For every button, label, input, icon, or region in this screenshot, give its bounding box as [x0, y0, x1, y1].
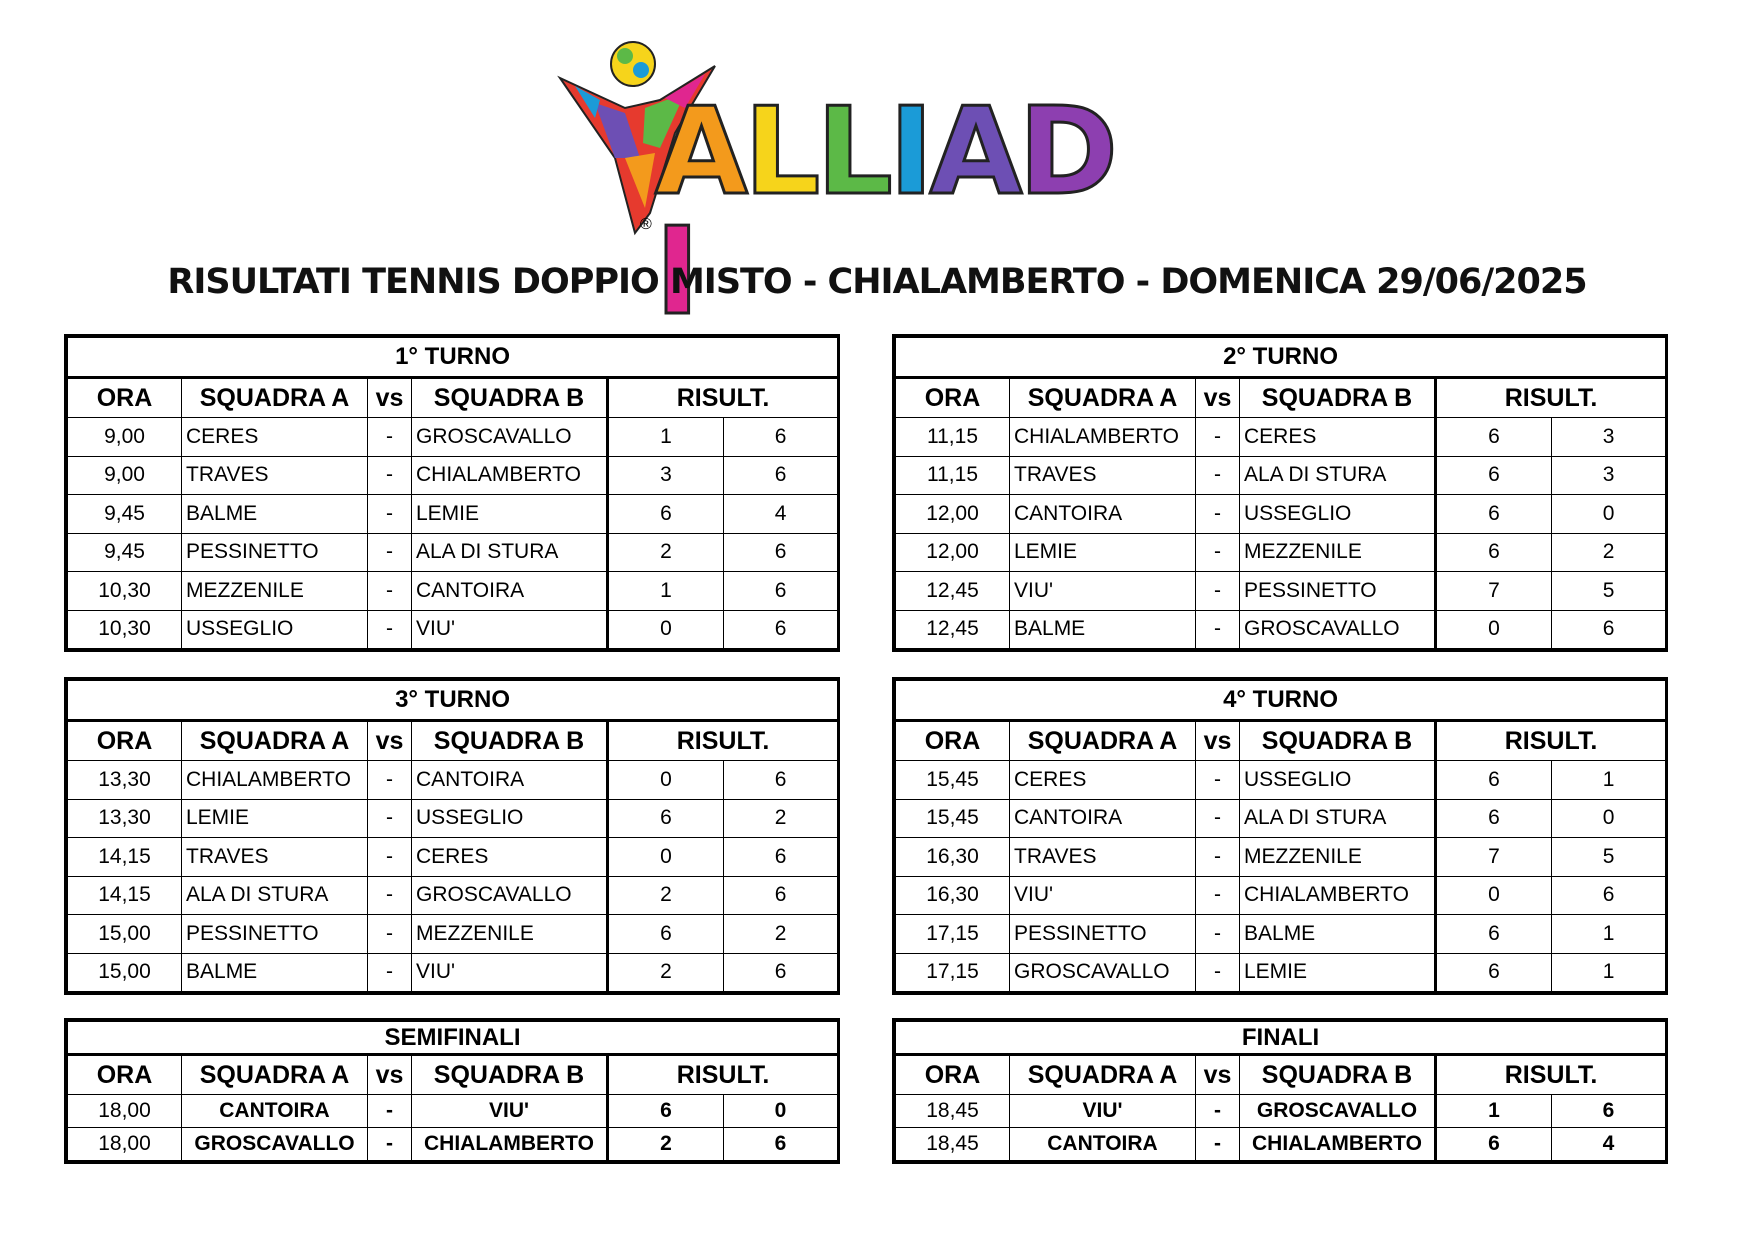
score-b: 4 — [1552, 1128, 1666, 1161]
vs-separator: - — [1196, 953, 1240, 992]
header-vs: vs — [368, 1055, 412, 1095]
vs-separator: - — [368, 1095, 412, 1128]
score-a: 3 — [608, 456, 724, 495]
round-title: 1° TURNO — [68, 338, 838, 378]
round-table-3 — [64, 677, 840, 995]
vs-separator: - — [1196, 799, 1240, 838]
match-time: 14,15 — [68, 838, 182, 877]
score-b: 6 — [724, 953, 838, 992]
match-time: 11,15 — [896, 418, 1010, 457]
team-b: CHIALAMBERTO — [412, 456, 608, 495]
team-a: TRAVES — [1010, 456, 1196, 495]
header-risult: RISULT. — [1436, 721, 1666, 761]
score-b: 3 — [1552, 456, 1666, 495]
match-time: 9,00 — [68, 418, 182, 457]
match-time: 18,00 — [68, 1128, 182, 1161]
header-ora: ORA — [896, 1055, 1010, 1095]
header-risult: RISULT. — [1436, 1055, 1666, 1095]
vs-separator: - — [368, 533, 412, 572]
score-b: 0 — [1552, 495, 1666, 534]
team-b: GROSCAVALLO — [1240, 1095, 1436, 1128]
score-b: 1 — [1552, 915, 1666, 954]
match-row — [68, 495, 838, 534]
header-ora: ORA — [68, 378, 182, 418]
match-time: 15,45 — [896, 799, 1010, 838]
score-b: 1 — [1552, 953, 1666, 992]
header-vs: vs — [1196, 378, 1240, 418]
match-row — [896, 533, 1666, 572]
header-risult: RISULT. — [1436, 378, 1666, 418]
score-b: 1 — [1552, 761, 1666, 800]
score-b: 5 — [1552, 838, 1666, 877]
team-b: CANTOIRA — [412, 572, 608, 611]
match-row — [896, 1128, 1666, 1161]
score-a: 2 — [608, 533, 724, 572]
match-row — [896, 838, 1666, 877]
team-b: ALA DI STURA — [1240, 456, 1436, 495]
team-a: VIU' — [1010, 572, 1196, 611]
vs-separator: - — [368, 953, 412, 992]
score-b: 6 — [724, 533, 838, 572]
header-risult: RISULT. — [608, 721, 838, 761]
header-vs: vs — [1196, 1055, 1240, 1095]
header-risult: RISULT. — [608, 378, 838, 418]
match-time: 17,15 — [896, 915, 1010, 954]
round-table-2 — [892, 334, 1668, 652]
team-b: PESSINETTO — [1240, 572, 1436, 611]
score-b: 2 — [724, 799, 838, 838]
match-time: 10,30 — [68, 610, 182, 649]
score-a: 6 — [1436, 1128, 1552, 1161]
match-time: 15,45 — [896, 761, 1010, 800]
round-title: 4° TURNO — [896, 681, 1666, 721]
team-b: BALME — [1240, 915, 1436, 954]
score-b: 5 — [1552, 572, 1666, 611]
match-row — [68, 838, 838, 877]
vs-separator: - — [1196, 761, 1240, 800]
team-a: LEMIE — [1010, 533, 1196, 572]
team-a: VIU' — [1010, 1095, 1196, 1128]
match-row — [68, 533, 838, 572]
match-row — [68, 610, 838, 649]
team-b: MEZZENILE — [412, 915, 608, 954]
score-a: 7 — [1436, 572, 1552, 611]
page-title: RISULTATI TENNIS DOPPIO MISTO - CHIALAMBERTO - DOMENICA 29/06/2025 — [167, 262, 1587, 302]
team-b: VIU' — [412, 610, 608, 649]
team-b: CANTOIRA — [412, 761, 608, 800]
team-a: CANTOIRA — [1010, 495, 1196, 534]
score-b: 6 — [724, 876, 838, 915]
team-b: USSEGLIO — [1240, 495, 1436, 534]
team-b: USSEGLIO — [412, 799, 608, 838]
match-row — [68, 799, 838, 838]
header-squadra-b: SQUADRA B — [1240, 721, 1436, 761]
team-a: PESSINETTO — [182, 533, 368, 572]
round-table-4 — [892, 677, 1668, 995]
header-ora: ORA — [896, 721, 1010, 761]
score-a: 2 — [608, 1128, 724, 1161]
score-a: 1 — [608, 572, 724, 611]
vs-separator: - — [1196, 572, 1240, 611]
match-row — [68, 1095, 838, 1128]
header-ora: ORA — [896, 378, 1010, 418]
match-time: 14,15 — [68, 876, 182, 915]
team-a: BALME — [1010, 610, 1196, 649]
round-title: 2° TURNO — [896, 338, 1666, 378]
team-a: TRAVES — [182, 838, 368, 877]
vs-separator: - — [368, 1128, 412, 1161]
vs-separator: - — [1196, 1128, 1240, 1161]
vs-separator: - — [368, 418, 412, 457]
match-row — [896, 876, 1666, 915]
header-squadra-b: SQUADRA B — [1240, 1055, 1436, 1095]
match-row — [68, 418, 838, 457]
header-vs: vs — [1196, 721, 1240, 761]
vs-separator: - — [1196, 456, 1240, 495]
team-a: PESSINETTO — [1010, 915, 1196, 954]
score-a: 6 — [1436, 418, 1552, 457]
header-squadra-a: SQUADRA A — [1010, 1055, 1196, 1095]
score-a: 2 — [608, 953, 724, 992]
header-squadra-b: SQUADRA B — [412, 1055, 608, 1095]
match-row — [896, 953, 1666, 992]
header-squadra-b: SQUADRA B — [412, 721, 608, 761]
score-a: 0 — [608, 761, 724, 800]
header-squadra-a: SQUADRA A — [182, 378, 368, 418]
round-table-5 — [64, 1018, 840, 1164]
header-squadra-a: SQUADRA A — [1010, 378, 1196, 418]
score-b: 6 — [724, 1128, 838, 1161]
match-time: 16,30 — [896, 876, 1010, 915]
team-b: USSEGLIO — [1240, 761, 1436, 800]
match-row — [896, 610, 1666, 649]
team-a: CERES — [1010, 761, 1196, 800]
team-a: CANTOIRA — [1010, 799, 1196, 838]
vs-separator: - — [368, 456, 412, 495]
score-a: 6 — [1436, 495, 1552, 534]
team-b: GROSCAVALLO — [412, 418, 608, 457]
team-b: CERES — [412, 838, 608, 877]
match-row — [896, 799, 1666, 838]
header-squadra-a: SQUADRA A — [1010, 721, 1196, 761]
team-a: BALME — [182, 495, 368, 534]
team-a: BALME — [182, 953, 368, 992]
team-b: CERES — [1240, 418, 1436, 457]
header-squadra-a: SQUADRA A — [182, 1055, 368, 1095]
score-a: 6 — [1436, 761, 1552, 800]
score-b: 6 — [1552, 876, 1666, 915]
score-b: 6 — [1552, 610, 1666, 649]
vs-separator: - — [1196, 533, 1240, 572]
team-a: PESSINETTO — [182, 915, 368, 954]
score-a: 6 — [1436, 456, 1552, 495]
score-a: 0 — [608, 838, 724, 877]
team-a: CERES — [182, 418, 368, 457]
team-a: TRAVES — [182, 456, 368, 495]
team-b: VIU' — [412, 1095, 608, 1128]
match-time: 12,00 — [896, 495, 1010, 534]
match-time: 12,45 — [896, 610, 1010, 649]
score-b: 6 — [724, 761, 838, 800]
team-b: CHIALAMBERTO — [1240, 1128, 1436, 1161]
match-time: 9,45 — [68, 495, 182, 534]
score-a: 0 — [608, 610, 724, 649]
match-time: 13,30 — [68, 799, 182, 838]
team-a: TRAVES — [1010, 838, 1196, 877]
vs-separator: - — [1196, 915, 1240, 954]
match-row — [68, 1128, 838, 1161]
team-b: VIU' — [412, 953, 608, 992]
team-a: GROSCAVALLO — [1010, 953, 1196, 992]
match-row — [896, 495, 1666, 534]
score-b: 4 — [724, 495, 838, 534]
match-row — [68, 953, 838, 992]
match-row — [68, 915, 838, 954]
team-a: LEMIE — [182, 799, 368, 838]
score-a: 0 — [1436, 610, 1552, 649]
header-vs: vs — [368, 721, 412, 761]
score-a: 7 — [1436, 838, 1552, 877]
vs-separator: - — [368, 572, 412, 611]
vs-separator: - — [368, 876, 412, 915]
score-a: 6 — [1436, 533, 1552, 572]
round-table-6 — [892, 1018, 1668, 1164]
team-b: MEZZENILE — [1240, 838, 1436, 877]
vs-separator: - — [1196, 1095, 1240, 1128]
score-a: 1 — [608, 418, 724, 457]
match-row — [68, 761, 838, 800]
header-squadra-a: SQUADRA A — [182, 721, 368, 761]
match-row — [68, 456, 838, 495]
team-b: CHIALAMBERTO — [1240, 876, 1436, 915]
match-row — [896, 572, 1666, 611]
vs-separator: - — [1196, 838, 1240, 877]
header-vs: vs — [368, 378, 412, 418]
score-b: 6 — [724, 610, 838, 649]
match-row — [896, 418, 1666, 457]
team-a: VIU' — [1010, 876, 1196, 915]
team-a: GROSCAVALLO — [182, 1128, 368, 1161]
match-time: 16,30 — [896, 838, 1010, 877]
team-a: CANTOIRA — [1010, 1128, 1196, 1161]
match-time: 11,15 — [896, 456, 1010, 495]
match-row — [896, 1095, 1666, 1128]
score-b: 6 — [1552, 1095, 1666, 1128]
logo-wordmark: ALLIADI — [655, 83, 1114, 342]
vs-separator: - — [368, 495, 412, 534]
round-title: FINALI — [896, 1022, 1666, 1055]
match-time: 18,45 — [896, 1128, 1010, 1161]
match-row — [896, 915, 1666, 954]
round-title: 3° TURNO — [68, 681, 838, 721]
score-a: 6 — [608, 1095, 724, 1128]
vs-separator: - — [368, 610, 412, 649]
team-a: CHIALAMBERTO — [1010, 418, 1196, 457]
vs-separator: - — [1196, 876, 1240, 915]
vs-separator: - — [1196, 610, 1240, 649]
vs-separator: - — [1196, 418, 1240, 457]
score-a: 6 — [1436, 953, 1552, 992]
match-time: 17,15 — [896, 953, 1010, 992]
vs-separator: - — [1196, 495, 1240, 534]
score-b: 0 — [1552, 799, 1666, 838]
match-time: 13,30 — [68, 761, 182, 800]
match-time: 9,00 — [68, 456, 182, 495]
score-b: 0 — [724, 1095, 838, 1128]
match-time: 9,45 — [68, 533, 182, 572]
score-b: 3 — [1552, 418, 1666, 457]
match-time: 15,00 — [68, 953, 182, 992]
score-b: 6 — [724, 838, 838, 877]
match-row — [896, 761, 1666, 800]
team-a: USSEGLIO — [182, 610, 368, 649]
header-ora: ORA — [68, 1055, 182, 1095]
header-squadra-b: SQUADRA B — [1240, 378, 1436, 418]
vs-separator: - — [368, 915, 412, 954]
alliadi-logo — [555, 38, 1135, 342]
score-a: 2 — [608, 876, 724, 915]
header-ora: ORA — [68, 721, 182, 761]
team-a: CHIALAMBERTO — [182, 761, 368, 800]
match-time: 12,45 — [896, 572, 1010, 611]
score-a: 6 — [608, 915, 724, 954]
score-b: 6 — [724, 456, 838, 495]
score-a: 1 — [1436, 1095, 1552, 1128]
match-time: 18,00 — [68, 1095, 182, 1128]
team-a: ALA DI STURA — [182, 876, 368, 915]
team-a: CANTOIRA — [182, 1095, 368, 1128]
score-b: 6 — [724, 418, 838, 457]
score-b: 2 — [1552, 533, 1666, 572]
team-b: ALA DI STURA — [1240, 799, 1436, 838]
score-b: 6 — [724, 572, 838, 611]
vs-separator: - — [368, 799, 412, 838]
match-time: 18,45 — [896, 1095, 1010, 1128]
match-time: 12,00 — [896, 533, 1010, 572]
match-row — [68, 572, 838, 611]
score-a: 6 — [1436, 799, 1552, 838]
score-a: 6 — [608, 495, 724, 534]
match-time: 15,00 — [68, 915, 182, 954]
team-b: LEMIE — [412, 495, 608, 534]
round-title: SEMIFINALI — [68, 1022, 838, 1055]
team-b: MEZZENILE — [1240, 533, 1436, 572]
team-b: LEMIE — [1240, 953, 1436, 992]
team-b: GROSCAVALLO — [1240, 610, 1436, 649]
score-a: 6 — [1436, 915, 1552, 954]
round-table-1 — [64, 334, 840, 652]
team-b: GROSCAVALLO — [412, 876, 608, 915]
team-b: CHIALAMBERTO — [412, 1128, 608, 1161]
score-b: 2 — [724, 915, 838, 954]
score-a: 6 — [608, 799, 724, 838]
match-row — [896, 456, 1666, 495]
match-time: 10,30 — [68, 572, 182, 611]
score-a: 0 — [1436, 876, 1552, 915]
registered-mark: ® — [640, 216, 652, 233]
vs-separator: - — [368, 761, 412, 800]
match-row — [68, 876, 838, 915]
team-a: MEZZENILE — [182, 572, 368, 611]
header-risult: RISULT. — [608, 1055, 838, 1095]
header-squadra-b: SQUADRA B — [412, 378, 608, 418]
team-b: ALA DI STURA — [412, 533, 608, 572]
vs-separator: - — [368, 838, 412, 877]
